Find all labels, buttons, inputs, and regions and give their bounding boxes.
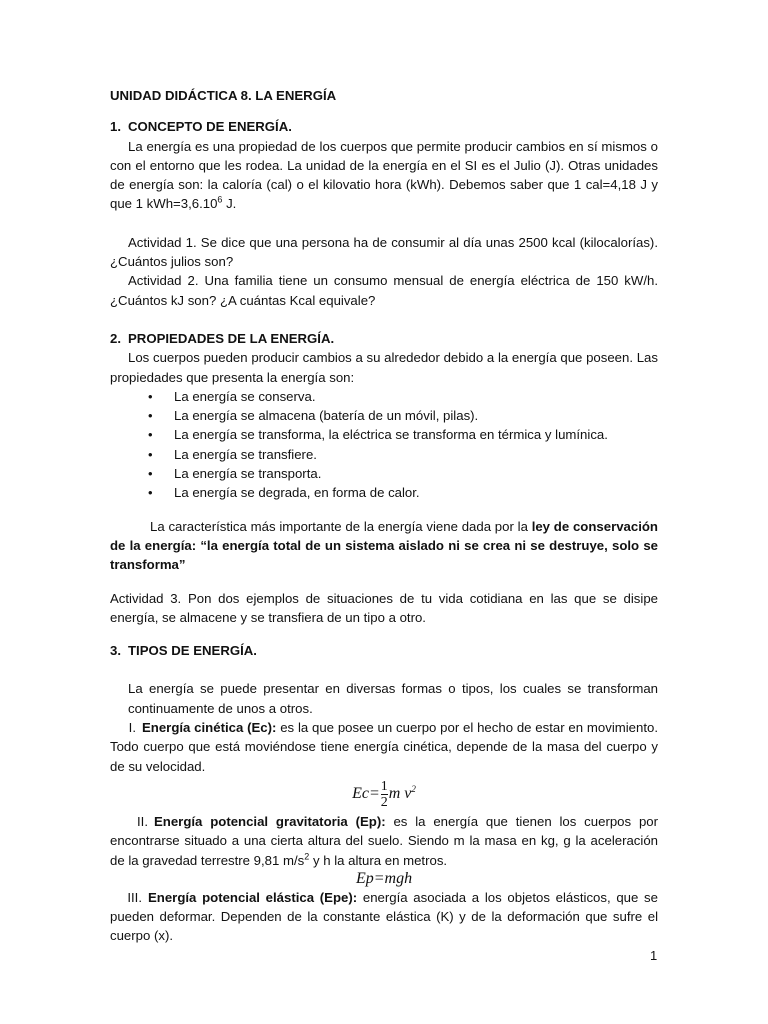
roman-numeral-3: III. [127, 889, 142, 905]
list-item [148, 406, 658, 425]
energy-type-2-text-end: y h la altura en metros. [309, 852, 448, 868]
roman-numeral-2: II. [137, 813, 148, 829]
activity-2: Actividad 2. Una familia tiene un consumo mensual de energía eléctrica de 150 kW/h. ¿Cuántos kJ son? ¿A cuántas Kcal equivale? [110, 273, 658, 308]
bullet-icon: • [148, 388, 153, 404]
section-2-intro: Los cuerpos pueden producir cambios a su alrededor debido a la energía que poseen. Las propiedades que presenta la energía son: [110, 350, 658, 385]
conservation-law-intro: La característica más importante de la energía viene dada por la [150, 518, 532, 534]
list-item-text: La energía se almacena (batería de un móvil, pilas). [174, 408, 479, 424]
energy-type-2-name: Energía potencial gravitatoria (Ep): [154, 813, 386, 829]
section-1-heading [110, 117, 658, 136]
properties-list [110, 387, 658, 503]
energy-type-2-text: es la energía que tienen los cuerpos por encontrarse situado a una cierta altura del suelo. Siendo m la masa en kg, g la aceleración de la gravedad terrestre 9,81 m/s [110, 813, 658, 868]
roman-numeral-1: I. [128, 720, 136, 736]
activity-3: Actividad 3. Pon dos ejemplos de situaciones de tu vida cotidiana en las que se disipe energía, se almacene y se transfiera de un tipo a otro. [110, 590, 658, 625]
energy-type-1-text: es la que posee un cuerpo por el hecho de estar en movimiento. Todo cuerpo que está moviéndose tiene energía cinética, depende de la masa del cuerpo y de su velocidad. [110, 720, 658, 774]
section-2-title: PROPIEDADES DE LA ENERGÍA. [128, 330, 335, 346]
list-item-text: La energía se transfiere. [174, 446, 317, 462]
section-1-title: CONCEPTO DE ENERGÍA. [128, 119, 292, 135]
section-3-intro: La energía se puede presentar en diversas formas o tipos, los cuales se transforman continuamente de unos a otros. [128, 681, 658, 716]
energy-type-2 [110, 812, 658, 870]
bullet-icon: • [148, 485, 153, 501]
activity-1: Actividad 1. Se dice que una persona ha de consumir al día unas 2500 kcal (kilocalorías). ¿Cuántos julios son? [110, 234, 658, 270]
list-item [148, 464, 658, 483]
kinetic-energy-formula [110, 779, 658, 810]
energy-type-1-name: Energía cinética (Ec): [142, 720, 277, 736]
bullet-icon: • [148, 408, 153, 424]
list-item-text: La energía se conserva. [174, 388, 316, 404]
exponent: 2 [304, 851, 310, 862]
section-1-text: La energía es una propiedad de los cuerpos que permite producir cambios en sí mismos o con el entorno que les rodea. La unidad de la energía en el SI es el Julio (J). Otras unidades de energía son: la caloría (cal) o el kilovatio hora (kWh). Debemos saber que 1 cal=4,18 J y que 1 kWh=3,6.10 [110, 138, 658, 212]
section-1-number: 1. [110, 119, 121, 135]
formula-rhs: m v [388, 785, 412, 803]
conservation-law-statement: ley de conservación de la energía: “la energía total de un sistema aislado ni se crea ni se destruye, solo se transforma” [110, 518, 658, 573]
list-item [148, 387, 658, 406]
energy-type-3 [110, 888, 658, 946]
section-3-intro-block [110, 679, 658, 718]
section-2-number: 2. [110, 330, 121, 346]
energy-type-1 [110, 718, 658, 776]
potential-energy-formula: Ep=mgh [355, 869, 413, 887]
document-page [110, 86, 658, 946]
energy-type-3-text: energía asociada a los objetos elásticos, que se pueden deformar. Dependen de la constante elástica (K) y de la deformación que sufre el cuerpo (x). [110, 889, 658, 944]
list-item-text: La energía se transforma, la eléctrica se transforma en térmica y lumínica. [174, 427, 608, 443]
section-1-text-end: J. [222, 196, 237, 212]
section-3-number: 3. [110, 643, 121, 659]
document-title: UNIDAD DIDÁCTICA 8. LA ENERGÍA [110, 88, 337, 103]
list-item [148, 445, 658, 464]
fraction-denominator: 2 [380, 794, 388, 810]
energy-type-3-name: Energía potencial elástica (Epe): [148, 889, 358, 905]
section-1-paragraph [110, 137, 658, 214]
bullet-icon: • [148, 446, 153, 462]
formula-fraction [381, 779, 388, 810]
formula-exponent: 2 [411, 783, 416, 794]
conservation-law-paragraph [110, 517, 658, 575]
list-item [148, 483, 658, 502]
bullet-icon: • [148, 466, 153, 482]
section-2-heading [110, 329, 658, 348]
list-item [148, 425, 658, 444]
page-number: 1 [650, 948, 658, 963]
list-item-text: La energía se transporta. [174, 466, 322, 482]
exponent: 6 [217, 195, 223, 206]
formula-lhs: Ec= [352, 785, 380, 803]
list-item-text: La energía se degrada, en forma de calor. [174, 485, 420, 501]
section-3-heading [110, 641, 658, 660]
section-3-title: TIPOS DE ENERGÍA. [128, 643, 257, 659]
fraction-numerator: 1 [380, 778, 388, 794]
bullet-icon: • [148, 427, 153, 443]
